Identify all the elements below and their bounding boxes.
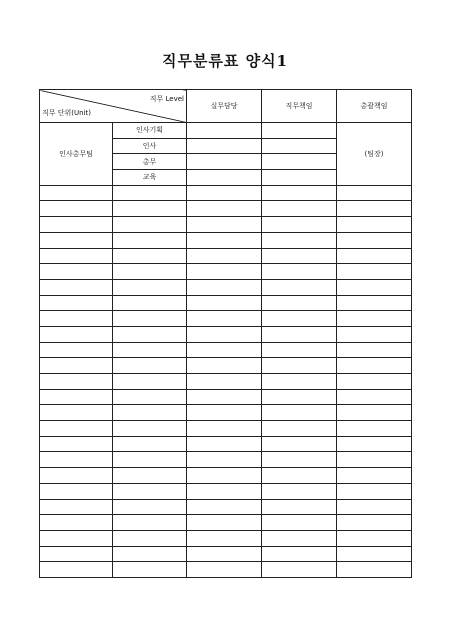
- empty-cell: [337, 530, 412, 546]
- empty-cell: [113, 389, 187, 405]
- duty-cell: 인사기획: [113, 123, 187, 139]
- empty-cell: [337, 279, 412, 295]
- empty-cell: [262, 452, 337, 468]
- empty-cell: [40, 232, 113, 248]
- empty-cell: [337, 436, 412, 452]
- empty-cell: [187, 562, 262, 578]
- empty-cell: [187, 264, 262, 280]
- table-row: [40, 232, 412, 248]
- empty-cell: [40, 530, 113, 546]
- table-row: [40, 530, 412, 546]
- empty-cell: [40, 326, 113, 342]
- empty-cell: [40, 264, 113, 280]
- empty-cell: [113, 185, 187, 201]
- empty-cell: [40, 483, 113, 499]
- empty-cell: [262, 499, 337, 515]
- cell: [262, 154, 337, 170]
- table-row: [40, 358, 412, 374]
- empty-cell: [113, 421, 187, 437]
- empty-cell: [40, 546, 113, 562]
- empty-cell: [113, 279, 187, 295]
- table-row: [40, 342, 412, 358]
- empty-cell: [337, 389, 412, 405]
- empty-cell: [262, 530, 337, 546]
- empty-cell: [187, 389, 262, 405]
- empty-cell: [40, 295, 113, 311]
- empty-cell: [262, 546, 337, 562]
- header-row: [40, 90, 412, 123]
- empty-cell: [187, 374, 262, 390]
- empty-cell: [337, 546, 412, 562]
- empty-cell: [262, 295, 337, 311]
- empty-cell: [187, 436, 262, 452]
- empty-cell: [337, 374, 412, 390]
- empty-cell: [187, 499, 262, 515]
- empty-cell: [262, 405, 337, 421]
- empty-cell: [187, 342, 262, 358]
- document-title: 직무분류표 양식1: [161, 52, 289, 70]
- empty-cell: [40, 515, 113, 531]
- empty-cell: [262, 201, 337, 217]
- empty-cell: [262, 421, 337, 437]
- empty-cell: [113, 311, 187, 327]
- empty-cell: [40, 421, 113, 437]
- duty-cell: 총무: [113, 154, 187, 170]
- empty-cell: [187, 248, 262, 264]
- cell: [262, 138, 337, 154]
- empty-cell: [113, 264, 187, 280]
- empty-cell: [113, 436, 187, 452]
- empty-cell: [113, 483, 187, 499]
- empty-cell: [337, 358, 412, 374]
- empty-cell: [113, 546, 187, 562]
- empty-cell: [113, 342, 187, 358]
- empty-cell: [337, 342, 412, 358]
- empty-cell: [40, 342, 113, 358]
- table-row: [40, 452, 412, 468]
- empty-cell: [40, 248, 113, 264]
- empty-cell: [337, 468, 412, 484]
- team-cell: 인사총무팀: [40, 123, 113, 186]
- empty-cell: [262, 248, 337, 264]
- empty-cell: [40, 436, 113, 452]
- table-row: [40, 201, 412, 217]
- empty-cell: [337, 217, 412, 233]
- empty-cell: [337, 562, 412, 578]
- empty-cell: [113, 248, 187, 264]
- empty-cell: [187, 421, 262, 437]
- col-header-responsibility: 직무책임: [262, 90, 337, 123]
- cell: [262, 170, 337, 186]
- duty-cell: 인사: [113, 138, 187, 154]
- col-header-staff: 실무담당: [187, 90, 262, 123]
- empty-cell: [40, 468, 113, 484]
- table-row: [40, 468, 412, 484]
- empty-cell: [337, 483, 412, 499]
- empty-cell: [187, 295, 262, 311]
- empty-cell: [337, 201, 412, 217]
- empty-cell: [40, 279, 113, 295]
- empty-cell: [40, 562, 113, 578]
- empty-cell: [337, 232, 412, 248]
- table-row: [40, 405, 412, 421]
- empty-cell: [40, 374, 113, 390]
- empty-cell: [262, 342, 337, 358]
- empty-cell: [113, 295, 187, 311]
- empty-cell: [262, 217, 337, 233]
- empty-cell: [40, 405, 113, 421]
- empty-cell: [113, 326, 187, 342]
- empty-cell: [40, 358, 113, 374]
- empty-cell: [187, 530, 262, 546]
- empty-cell: [187, 185, 262, 201]
- empty-cell: [337, 295, 412, 311]
- table-row: [40, 483, 412, 499]
- table-row: [40, 279, 412, 295]
- empty-cell: [40, 201, 113, 217]
- job-classification-table: [39, 89, 412, 578]
- empty-cell: [262, 311, 337, 327]
- empty-cell: [262, 326, 337, 342]
- table-row: [40, 185, 412, 201]
- empty-cell: [40, 217, 113, 233]
- empty-cell: [262, 389, 337, 405]
- empty-cell: [187, 232, 262, 248]
- cell: [187, 123, 262, 139]
- empty-cell: [187, 279, 262, 295]
- table-row: [40, 436, 412, 452]
- empty-cell: [337, 405, 412, 421]
- table-row: [40, 326, 412, 342]
- empty-cell: [113, 452, 187, 468]
- table-row: [40, 499, 412, 515]
- empty-cell: [337, 185, 412, 201]
- empty-cell: [187, 358, 262, 374]
- cell: [187, 170, 262, 186]
- empty-cell: [187, 405, 262, 421]
- empty-cell: [113, 468, 187, 484]
- diagonal-header-cell: [40, 90, 187, 123]
- empty-cell: [187, 311, 262, 327]
- empty-cell: [337, 311, 412, 327]
- level-label: 직무 Level: [149, 95, 184, 103]
- empty-cell: [337, 326, 412, 342]
- table-row: [40, 374, 412, 390]
- table-row: [40, 421, 412, 437]
- empty-cell: [113, 530, 187, 546]
- empty-cell: [337, 515, 412, 531]
- empty-cell: [187, 326, 262, 342]
- table-row: [40, 295, 412, 311]
- empty-cell: [262, 279, 337, 295]
- empty-cell: [337, 264, 412, 280]
- empty-cell: [262, 483, 337, 499]
- empty-cell: [262, 468, 337, 484]
- empty-cell: [113, 562, 187, 578]
- empty-cell: [187, 201, 262, 217]
- cell: [187, 138, 262, 154]
- empty-cell: [113, 217, 187, 233]
- empty-cell: [337, 248, 412, 264]
- empty-cell: [337, 499, 412, 515]
- table-row: [40, 515, 412, 531]
- cell: [187, 154, 262, 170]
- empty-cell: [113, 201, 187, 217]
- empty-cell: [113, 515, 187, 531]
- empty-cell: [262, 232, 337, 248]
- empty-cell: [40, 185, 113, 201]
- empty-cell: [187, 452, 262, 468]
- table-row: [40, 546, 412, 562]
- leader-cell: (팀장): [337, 123, 412, 186]
- table-row: [40, 311, 412, 327]
- table-row: [40, 217, 412, 233]
- empty-cell: [187, 483, 262, 499]
- empty-cell: [187, 468, 262, 484]
- table-row: [40, 389, 412, 405]
- empty-cell: [40, 389, 113, 405]
- empty-cell: [262, 436, 337, 452]
- empty-cell: [40, 499, 113, 515]
- empty-cell: [113, 358, 187, 374]
- empty-cell: [262, 562, 337, 578]
- duty-cell: 교육: [113, 170, 187, 186]
- unit-label: 직무 단위(Unit): [42, 109, 91, 117]
- table-row: [40, 264, 412, 280]
- empty-cell: [187, 546, 262, 562]
- empty-cell: [262, 264, 337, 280]
- col-header-general: 총괄책임: [337, 90, 412, 123]
- empty-cell: [113, 499, 187, 515]
- duty-row: [40, 123, 412, 139]
- empty-cell: [262, 185, 337, 201]
- empty-cell: [337, 452, 412, 468]
- empty-cell: [187, 217, 262, 233]
- empty-cell: [262, 358, 337, 374]
- empty-cell: [113, 374, 187, 390]
- empty-cell: [113, 232, 187, 248]
- cell: [262, 123, 337, 139]
- empty-cell: [40, 452, 113, 468]
- table-row: [40, 562, 412, 578]
- empty-cell: [113, 405, 187, 421]
- empty-cell: [262, 515, 337, 531]
- empty-cell: [262, 374, 337, 390]
- empty-cell: [40, 311, 113, 327]
- empty-cell: [337, 421, 412, 437]
- empty-cell: [187, 515, 262, 531]
- table-row: [40, 248, 412, 264]
